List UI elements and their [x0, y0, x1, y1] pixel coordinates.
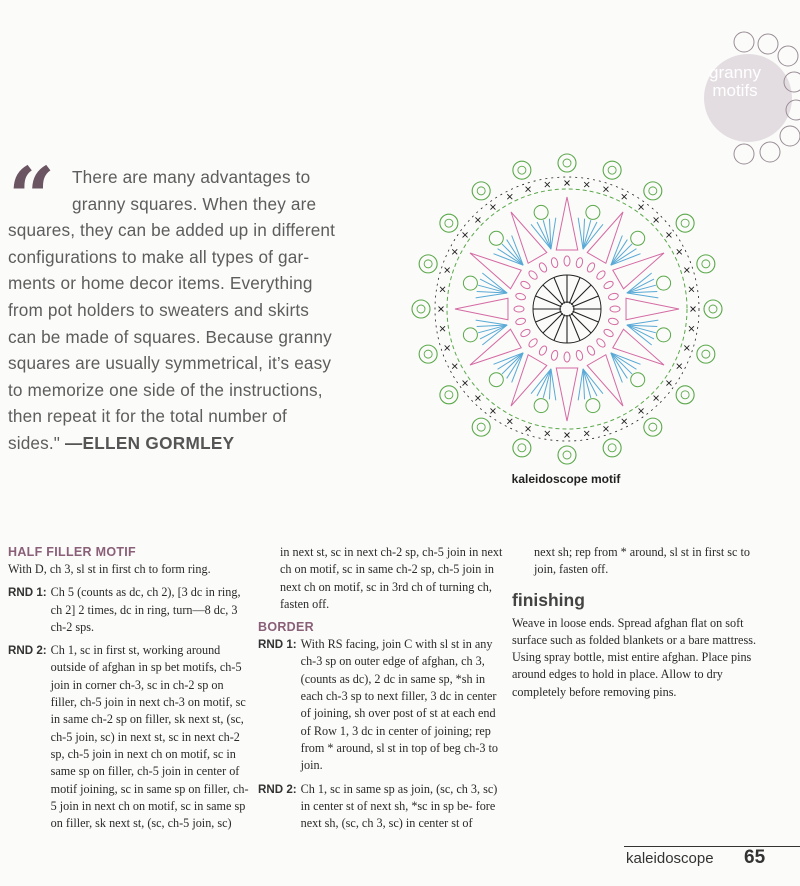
- half-filler-rnd2-continued: in next st, sc in next ch-2 sp, ch-5 join in next ch on motif, sc in same ch-2 sp, ch-5 join in next ch on motif, sc in 3rd ch of turning ch, fasten off.: [280, 545, 503, 611]
- pull-quote: [8, 164, 386, 457]
- quote-line: configurations to make all types of gar-: [8, 246, 310, 267]
- motif-stitch: [564, 352, 570, 362]
- motif-stitch: [608, 292, 619, 300]
- motif-stitch: [657, 328, 671, 342]
- motif-petal: [455, 298, 508, 319]
- motif-stitch: [586, 399, 600, 413]
- motif-picot: [603, 439, 621, 457]
- motif-stitch: [569, 315, 580, 341]
- quote-line: ments or home decor items. Everything: [8, 273, 313, 294]
- motif-stitch: [610, 306, 620, 312]
- motif-stitch: [476, 293, 507, 298]
- motif-picot: [445, 219, 453, 227]
- motif-stitch: [537, 222, 551, 249]
- motif-stitch: [575, 257, 583, 268]
- border-heading: BORDER: [258, 620, 314, 635]
- motif-stitch: [573, 296, 599, 307]
- motif-stitch: [489, 231, 503, 245]
- motif-stitch: [526, 187, 531, 192]
- motif-stitch: [603, 426, 608, 431]
- motif-stitch: [578, 218, 583, 249]
- motif-picot: [681, 219, 689, 227]
- motif-stitch: [691, 307, 696, 312]
- footer-section-name: kaleidoscope: [626, 850, 714, 867]
- motif-stitch: [515, 317, 526, 325]
- motif-picot: [445, 391, 453, 399]
- motif-picot: [419, 345, 437, 363]
- motif-stitch: [515, 292, 526, 300]
- motif-picot: [440, 214, 458, 232]
- motif-picot: [608, 166, 616, 174]
- motif-stitch: [677, 364, 682, 369]
- motif-stitch: [480, 279, 507, 293]
- motif-stitch: [573, 311, 599, 322]
- figure-caption: kaleidoscope motif: [511, 472, 621, 486]
- motif-stitch: [586, 345, 596, 357]
- motif-stitch: [657, 276, 671, 290]
- motif-petal: [556, 197, 577, 250]
- motif-picot: [563, 159, 571, 167]
- motif-stitch: [564, 256, 570, 266]
- motif-stitch: [584, 182, 589, 187]
- motif-picot: [608, 444, 616, 452]
- motif-picot: [424, 350, 432, 358]
- motif-stitch: [627, 325, 654, 339]
- rnd-text: With RS facing, join C with sl st in any ch-3 sp on outer edge of afghan, ch 3, (counts as dc), 2 dc in same sp, *sh in each ch-3 sp to next filler, 3 dc in center of joining, sh over post of st at each end of Row 1, 3 dc in center of joining; rep from * around, sl st in top of beg ch-3 to join.: [300, 637, 498, 773]
- motif-stitch: [575, 350, 583, 361]
- motif-picot: [558, 154, 576, 172]
- quote-line: squares, they can be added up in different: [8, 220, 336, 241]
- motif-stitch: [463, 381, 468, 386]
- motif-stitch: [534, 205, 548, 219]
- motif-stitch: [569, 278, 580, 304]
- quote-line: can be made of squares. Because granny: [8, 326, 332, 347]
- border-rnd1: [258, 636, 504, 774]
- motif-petal: [626, 298, 679, 319]
- kaleidoscope-motif-diagram: [404, 146, 730, 472]
- quote-line: squares are usually symmetrical, it’s easy: [8, 353, 332, 374]
- half-filler-intro: With D, ch 3, sl st in first ch to form ring.: [8, 562, 211, 576]
- motif-stitch: [608, 317, 619, 325]
- motif-stitch: [689, 326, 694, 331]
- motif-stitch: [452, 364, 457, 369]
- motif-stitch: [554, 315, 565, 341]
- column-2: [258, 544, 504, 838]
- motif-picot: [676, 214, 694, 232]
- motif-picot: [424, 260, 432, 268]
- motif-stitch: [452, 249, 457, 254]
- motif-picot: [697, 345, 715, 363]
- motif-picot: [419, 255, 437, 273]
- motif-picot: [412, 300, 430, 318]
- motif-picot: [417, 305, 425, 313]
- half-filler-heading: HALF FILLER MOTIF: [8, 545, 136, 559]
- finishing-text: Weave in loose ends. Spread afghan flat on soft surface such as folded blankets or a bare mattress. Using spray bottle, mist entire afghan. Place pins around edges to hold in place. Allow to dry completely before removing pins.: [512, 615, 756, 699]
- quote-line: There are many advantages to: [72, 167, 311, 187]
- motif-stitch: [502, 353, 523, 374]
- rnd-label: RND 2:: [258, 782, 297, 796]
- page-number: 65: [744, 847, 766, 868]
- motif-picot: [702, 260, 710, 268]
- motif-petal: [556, 368, 577, 421]
- half-filler-rnd1: [8, 584, 252, 636]
- motif-stitch: [571, 285, 591, 305]
- motif-picot: [697, 255, 715, 273]
- motif-stitch: [631, 373, 645, 387]
- motif-stitch: [583, 369, 597, 396]
- motif-stitch: [631, 231, 645, 245]
- motif-stitch: [476, 320, 507, 325]
- motif-stitch: [490, 408, 495, 413]
- motif-picot: [644, 182, 662, 200]
- rnd-label: RND 1:: [258, 638, 297, 652]
- motif-stitch: [622, 419, 627, 424]
- motif-stitch: [677, 249, 682, 254]
- rnd-label: RND 2:: [8, 644, 47, 658]
- motif-stitch: [489, 373, 503, 387]
- motif-stitch: [684, 345, 689, 350]
- motif-stitch: [654, 396, 659, 401]
- column-1: [8, 544, 252, 838]
- motif-stitch: [595, 337, 606, 348]
- motif-ring: [447, 189, 687, 429]
- motif-stitch: [627, 293, 658, 298]
- motif-picot: [603, 161, 621, 179]
- motif-stitch: [666, 232, 671, 237]
- motif-stitch: [440, 287, 445, 292]
- motif-stitch: [578, 369, 583, 400]
- motif-stitch: [463, 328, 477, 342]
- motif-stitch: [654, 217, 659, 222]
- quote-line: to memorize one side of the instructions,: [8, 379, 323, 400]
- motif-stitch: [514, 306, 524, 312]
- motif-stitch: [475, 217, 480, 222]
- motif-stitch: [507, 419, 512, 424]
- motif-stitch: [543, 313, 563, 333]
- motif-stitch: [520, 280, 532, 290]
- border-rnd2: [258, 781, 504, 833]
- motif-picot: [702, 350, 710, 358]
- motif-stitch: [538, 345, 548, 357]
- motif-stitch: [527, 337, 538, 348]
- motif-stitch: [526, 426, 531, 431]
- motif-stitch: [537, 369, 551, 396]
- motif-stitch: [534, 399, 548, 413]
- rnd-text: Ch 5 (counts as dc, ch 2), [3 dc in ring, ch 2] 2 times, dc in ring, turn—8 dc, 3 ch-2 sps.: [50, 585, 241, 634]
- motif-stitch: [502, 244, 523, 265]
- motif-stitch: [627, 320, 658, 325]
- motif-stitch: [554, 278, 565, 304]
- motif-stitch: [565, 181, 570, 186]
- motif-stitch: [551, 369, 556, 400]
- motif-stitch: [440, 326, 445, 331]
- motif-picot: [676, 386, 694, 404]
- quote-line: granny squares. When they are: [72, 193, 317, 214]
- motif-stitch: [520, 328, 532, 338]
- motif-picot: [681, 391, 689, 399]
- finishing-heading: finishing: [512, 589, 585, 610]
- motif-picot: [649, 187, 657, 195]
- motif-picot: [472, 418, 490, 436]
- column-3: [512, 544, 758, 707]
- motif-ring: [560, 302, 574, 316]
- motif-stitch: [543, 285, 563, 305]
- motif-picot: [513, 439, 531, 457]
- motif-picot: [518, 166, 526, 174]
- motif-stitch: [475, 396, 480, 401]
- motif-stitch: [536, 296, 562, 307]
- motif-ring: [435, 177, 699, 441]
- quote-attribution: —ELLEN GORMLEY: [65, 432, 235, 453]
- quote-line: sides.": [8, 432, 61, 453]
- footer-rule: [624, 846, 800, 847]
- border-rnd2-continued: next sh; rep from * around, sl st in first sc to join, fasten off.: [534, 545, 750, 577]
- rnd-label: RND 1:: [8, 586, 47, 600]
- motif-stitch: [445, 345, 450, 350]
- motif-stitch: [611, 353, 632, 374]
- motif-stitch: [689, 287, 694, 292]
- motif-stitch: [463, 232, 468, 237]
- motif-stitch: [545, 431, 550, 436]
- motif-picot: [709, 305, 717, 313]
- motif-stitch: [603, 328, 615, 338]
- motif-picot: [477, 187, 485, 195]
- rnd-text: Ch 1, sc in first st, working around outside of afghan in sp bet motifs, ch-5 join in corner ch-3, sc in ch-2 sp on filler, ch-5 join in next ch-3 on motif, sc in same ch-2 sp on filler, sk next st, (sc, ch-5 join, sc) in next st, sc in next ch-2 sp, ch-5 join in next ch on motif, sc in same sp on filler, ch-5 join in center of motif joining, sc in same sp on filler, ch-5 join in next ch on motif, sc in same sp on filler, sk next st, (sc, ch-5 join, sc): [50, 643, 249, 831]
- motif-stitch: [550, 257, 558, 268]
- motif-stitch: [586, 262, 596, 274]
- motif-stitch: [551, 218, 556, 249]
- motif-stitch: [463, 276, 477, 290]
- motif-stitch: [507, 194, 512, 199]
- rnd-text: Ch 1, sc in same sp as join, (sc, ch 3, sc) in center st of next sh, *sc in sp be- fore next sh, (sc, ch 3, sc) in center st of: [300, 781, 498, 831]
- motif-stitch: [565, 433, 570, 438]
- motif-stitch: [538, 262, 548, 274]
- motif-stitch: [545, 182, 550, 187]
- motif-stitch: [666, 381, 671, 386]
- motif-picot: [563, 451, 571, 459]
- motif-picot: [513, 161, 531, 179]
- motif-stitch: [439, 307, 444, 312]
- motif-stitch: [639, 408, 644, 413]
- quote-line: then repeat it for the total number of: [8, 406, 287, 427]
- motif-stitch: [480, 325, 507, 339]
- section-tab-label: granny motifs: [709, 63, 761, 100]
- quote-line: from pot holders to sweaters and skirts: [8, 299, 310, 320]
- motif-picot: [477, 423, 485, 431]
- motif-stitch: [639, 205, 644, 210]
- motif-stitch: [603, 280, 615, 290]
- motif-stitch: [684, 268, 689, 273]
- motif-picot: [472, 182, 490, 200]
- motif-picot: [518, 444, 526, 452]
- half-filler-rnd2: [8, 642, 252, 832]
- motif-stitch: [586, 205, 600, 219]
- motif-stitch: [550, 350, 558, 361]
- motif-stitch: [595, 269, 606, 280]
- motif-stitch: [445, 268, 450, 273]
- motif-stitch: [583, 222, 597, 249]
- motif-picot: [704, 300, 722, 318]
- motif-stitch: [527, 269, 538, 280]
- motif-picot: [644, 418, 662, 436]
- motif-stitch: [603, 187, 608, 192]
- motif-picot: [440, 386, 458, 404]
- motif-stitch: [571, 313, 591, 333]
- motif-stitch: [622, 194, 627, 199]
- motif-picot: [558, 446, 576, 464]
- motif-stitch: [627, 279, 654, 293]
- motif-stitch: [611, 244, 632, 265]
- motif-stitch: [490, 205, 495, 210]
- motif-stitch: [536, 311, 562, 322]
- motif-stitch: [584, 431, 589, 436]
- quote-mark-icon: “: [8, 150, 56, 246]
- motif-picot: [649, 423, 657, 431]
